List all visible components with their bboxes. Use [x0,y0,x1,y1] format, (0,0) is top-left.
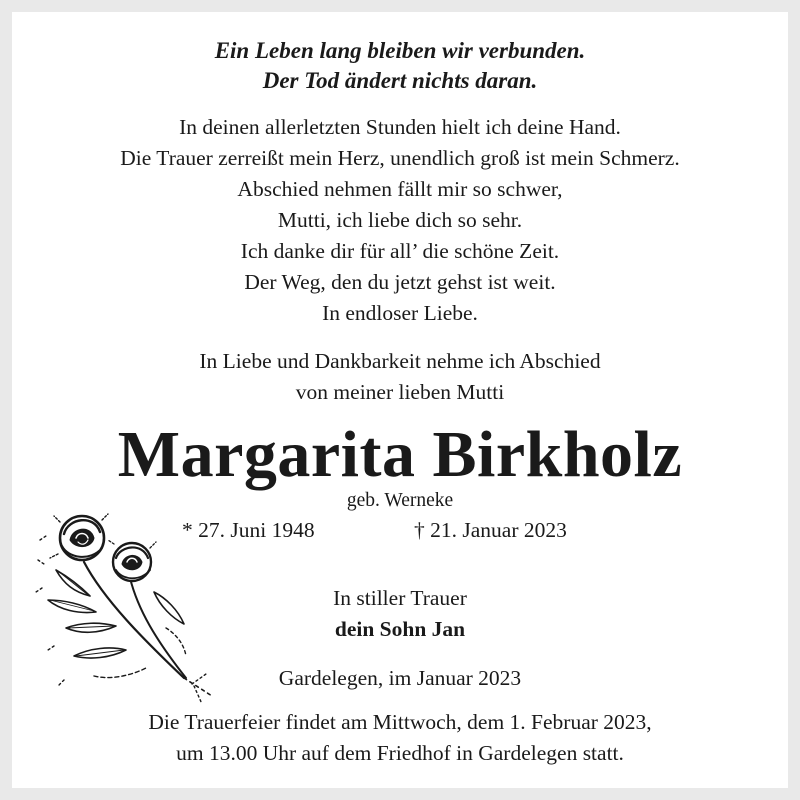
motto-line-1: Ein Leben lang bleiben wir verbunden. [214,38,586,63]
mourner-name: dein Sohn Jan [334,617,466,641]
deceased-name: Margarita Birkholz [117,418,683,491]
intro-line-2: von meiner lieben Mutti [295,380,505,404]
funeral-line-2: um 13.00 Uhr auf dem Friedhof in Gardelegen statt. [176,741,624,765]
funeral-line-1: Die Trauerfeier findet am Mittwoch, dem 1. Februar 2023, [148,710,652,734]
poem-line-5: Ich danke dir für all’ die schöne Zeit. [240,239,560,263]
poem-line-1: In deinen allerletzten Stunden hielt ich deine Hand. [179,115,621,139]
birth-date: * 27. Juni 1948 [182,518,315,542]
poem-line-3: Abschied nehmen fällt mir so schwer, [237,177,563,201]
obituary-notice [12,12,788,788]
motto-line-2: Der Tod ändert nichts daran. [262,68,538,93]
poem-line-2: Die Trauer zerreißt mein Herz, unendlich groß ist mein Schmerz. [120,146,680,170]
death-date: † 21. Januar 2023 [414,518,567,542]
intro-line-1: In Liebe und Dankbarkeit nehme ich Abschied [199,349,601,373]
poem-line-4: Mutti, ich liebe dich so sehr. [277,208,523,232]
poem-line-7: In endloser Liebe. [322,301,478,325]
roses-illustration-icon [34,500,234,708]
place-date: Gardelegen, im Januar 2023 [278,666,522,690]
poem-line-6: Der Weg, den du jetzt gehst ist weit. [244,270,556,294]
birth-name: geb. Werneke [346,490,454,511]
mourning-phrase: In stiller Trauer [333,586,467,610]
